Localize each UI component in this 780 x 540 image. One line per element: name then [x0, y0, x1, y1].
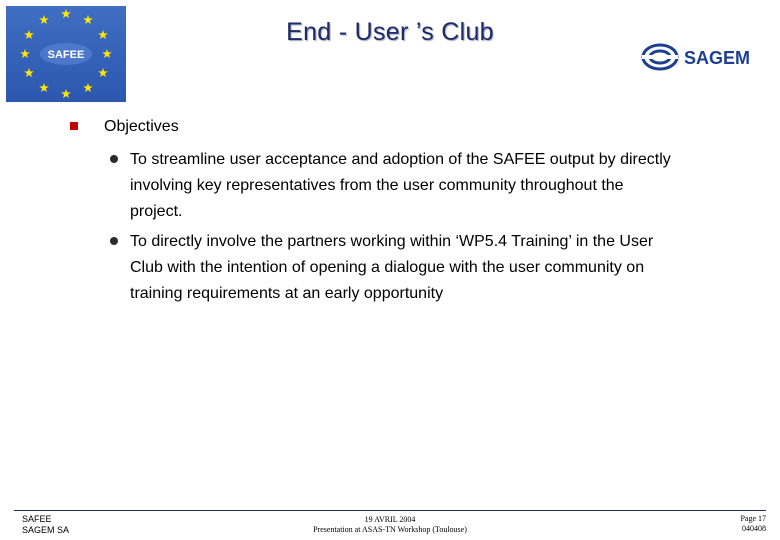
footer-doc-code: 040408	[742, 524, 766, 533]
footer-event: Presentation at ASAS-TN Workshop (Toulouse)	[313, 525, 467, 534]
footer-project: SAFEE	[22, 514, 52, 524]
bullet-dot-icon	[110, 237, 118, 245]
objectives-heading: Objectives	[104, 118, 179, 135]
footer-company: SAGEM SA	[22, 525, 70, 535]
sagem-logo-text: SAGEM	[684, 48, 751, 68]
objective-2	[130, 229, 750, 307]
objective-2-line: training requirements at an early opportunity	[130, 285, 444, 302]
sagem-emblem-icon	[640, 40, 774, 74]
safee-logo-text: SAFEE	[47, 49, 85, 61]
objective-2-line: To directly involve the partners working within ‘WP5.4 Training’ in the User	[130, 233, 654, 250]
square-bullet-icon	[70, 122, 78, 130]
objective-1-line: project.	[130, 203, 183, 220]
footer-divider	[14, 510, 766, 511]
objective-1	[130, 147, 750, 225]
objective-2-line: Club with the intention of opening a dialogue with the user community on	[130, 259, 645, 276]
objective-1-line: To streamline user acceptance and adoption of the SAFEE output by directly	[130, 151, 671, 168]
objective-1-line: involving key representatives from the user community throughout the	[130, 177, 624, 194]
footer-right	[740, 514, 766, 534]
footer-page-number: Page 17	[740, 514, 766, 523]
slide-title: End - User ’s Club	[286, 18, 494, 46]
bullet-dot-icon	[110, 155, 118, 163]
footer-date: 19 AVRIL 2004	[364, 515, 416, 524]
footer-center	[240, 515, 540, 535]
sagem-logo	[640, 40, 774, 74]
footer-left	[22, 514, 69, 536]
